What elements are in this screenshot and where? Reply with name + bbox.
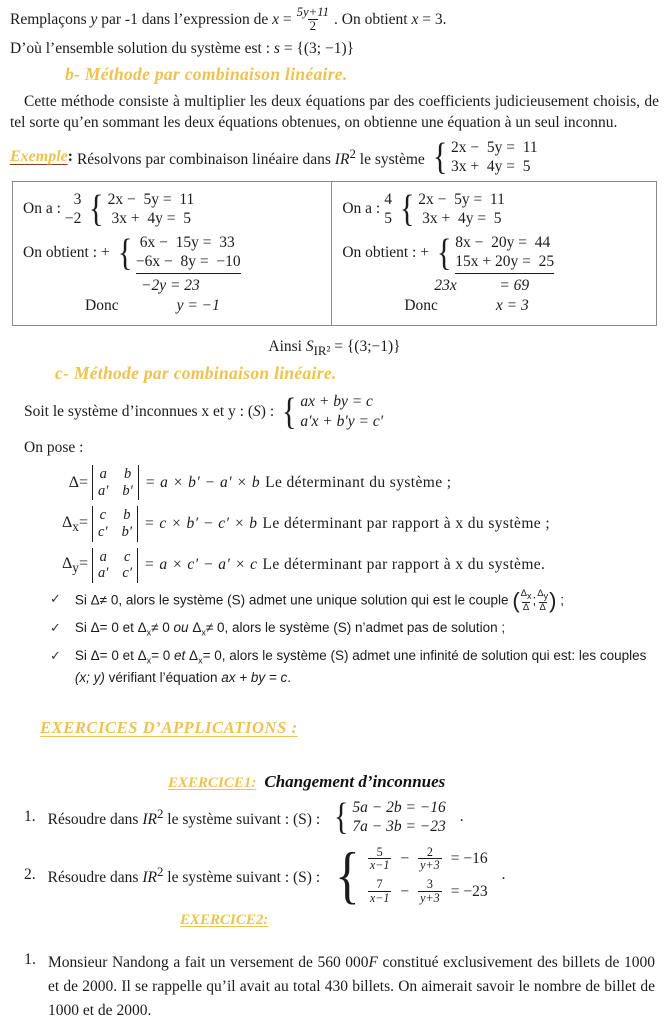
soit-line [24,392,659,431]
item-number: 2. [24,866,36,884]
exercise-item-2 [24,838,659,910]
fraction [368,878,392,904]
donc-label: Donc [85,297,119,315]
exercise-system [332,838,488,910]
exercices-applications-heading: EXERCICES D’APPLICATIONS : [40,718,298,737]
main-system [431,138,538,177]
rule-item [50,589,659,613]
equation [365,878,488,904]
rhs: = −23 [450,882,488,900]
sentence-end: . [459,808,464,826]
rule-text-post: ; [556,592,564,608]
method-paragraph: Cette méthode consiste à multiplier les deux équations par des coefficients judicieusement choisis, de tel sorte qu’en sommant les deux équations obtenues, on obtienne une équation à un seul inconnu. [10,92,659,132]
equation: 7a − 3b = −23 [352,818,446,836]
exercice1-title: Changement d’inconnues [264,772,446,791]
rule-text-pre: Si Δ≠ 0, alors le système (S) admet une unique solution qui est le couple [74,592,513,608]
multiplier: 3 [73,190,82,208]
system-equations [136,233,241,275]
matrix-cell: b [123,507,131,524]
equation: 2x − 5y = 11 [418,190,505,208]
determinant-formula: = a × c′ − a′ × c [144,556,258,574]
matrix-cell: c′ [122,565,133,582]
fraction-denominator: x−1 [369,890,390,905]
couple-separator: ; [532,592,537,608]
on-obtient-label: On obtient : + [23,244,110,262]
determinant-matrix [92,506,138,541]
summed-system [116,233,241,275]
couple-frac-num: $\Delta_y$ [537,588,549,602]
system [87,190,194,229]
intro-line-1-end: . On obtient x = 3. [334,10,447,28]
fraction-numerator: 5 [376,844,383,859]
conclusion-row [342,297,648,315]
equation [365,846,488,872]
exercise-system [332,798,446,837]
checkmark-icon: ✓ [50,591,61,607]
system-brace: { [432,136,448,179]
conclusion-row [23,297,323,315]
exemple-colon: : [67,148,73,166]
fraction-numerator: 2 [426,844,433,859]
multipliers [384,190,392,229]
worked-column-left [13,182,331,326]
couple-fraction-x [521,589,532,613]
summed-system [435,233,554,275]
equation: 5a − 2b = −16 [352,799,446,816]
operator: − [400,850,410,868]
fraction-numerator: 7 [376,877,383,892]
fraction-denominator: y+3 [420,890,440,905]
fraction-5y11-over-2 [295,6,331,34]
exemple-label: Exemple [10,148,68,166]
matrix-cell: a [99,548,107,565]
section-b-heading: b- Méthode par combinaison linéaire. [65,63,348,84]
conclusion-value: x = 3 [495,297,529,315]
system-brace: { [117,232,133,275]
exercise-item-1 [24,798,659,837]
equation: 2x − 5y = 11 [107,190,195,208]
exemple-line [10,138,659,177]
fraction-numerator: 3 [426,877,433,892]
ainsi-line: Ainsi $S_{IR^2}$ = {(3;−1)} [268,338,401,359]
on-a-row [342,190,648,229]
couple-fraction-y [537,589,548,613]
checkmark-icon: ✓ [50,647,61,663]
determinant-row [48,548,659,583]
system-equations [352,798,445,837]
checkmark-icon: ✓ [50,620,61,636]
intro-line-1 [10,6,659,34]
on-a-row [23,190,323,229]
couple-frac-num: $\Delta_x$ [520,588,532,602]
determinant-symbol: $\Delta_y=$ [62,554,88,576]
rule-item [50,646,659,688]
system-equations [455,233,554,275]
determinant-description: Le déterminant par rapport à x du système ; [262,515,551,533]
system-brace: { [89,188,104,230]
equation: ax + by = c [300,393,373,411]
equation: 3x + 4y = 5 [418,210,502,228]
on-obtient-label: On obtient : + [342,244,429,262]
equation: 3x + 4y = 5 [107,210,191,228]
matrix-cell: c [99,507,107,524]
on-a-label: On a : [342,200,381,218]
exercice2-problem [24,951,659,1023]
item-number: 1. [24,808,36,826]
fraction [418,846,442,872]
sentence-end: . [501,866,506,884]
problem-text: Monsieur Nandong a fait un versement de 560 000F constitué exclusivement des billets de 1000 et de 2000. Il se rappelle qu’il avait au total 430 billets. On aimerait savoir le nombre de billet de 1000 et de 2000. [48,953,655,1019]
system-brace: { [281,390,297,433]
fraction-numerator: 5y+11 [296,5,329,19]
determinant-matrix [92,465,139,500]
couple-frac-den: Δ [539,601,546,613]
matrix-cell: c [124,548,131,565]
fraction [418,878,442,904]
on-obtient-row [23,233,323,275]
matrix-cell: a′ [98,565,109,582]
determinant-formula: = c × b′ − c′ × b [144,515,258,533]
sum-result: 23x = 69 [434,277,530,295]
determinant-symbol: Δ= [68,473,88,491]
matrix-cell: b′ [122,482,133,499]
determinant-definitions [48,465,659,583]
rule-text [75,589,659,613]
rhs: = −16 [450,850,488,868]
on-obtient-row [342,233,648,275]
system-brace: { [399,188,415,230]
operator: − [400,882,410,900]
equation: 3x + 4y = 5 [451,158,531,176]
matrix-cell: c′ [98,524,108,541]
multiplier: −2 [64,210,82,228]
fraction-denominator: 2 [309,19,317,34]
multipliers [65,190,82,229]
system-equations [418,190,505,229]
open-paren: ( [512,588,520,614]
conclusion-value: y = −1 [176,297,220,315]
exercice1-heading [168,772,659,792]
equation: a′x + b′y = c′ [300,412,384,430]
donc-label: Donc [404,297,438,315]
exercice1-label: EXERCICE1: [168,775,257,791]
matrix-cell: b [124,466,132,483]
fraction-denominator: x−1 [369,858,390,873]
determinant-row [48,465,659,500]
on-a-label: On a : [23,200,61,218]
determinant-formula: = a × b′ − a′ × b [144,473,261,491]
soit-text: Soit le système d’inconnues x et y : (S) : [24,402,275,420]
intro-line-2: D’où l’ensemble solution du système est : s = {(3; −1)} [10,39,355,57]
system-brace: { [335,838,360,910]
intro-line-1-text: Remplaçons y par -1 dans l’expression de x = [10,10,292,28]
couple-frac-den: Δ [522,601,530,613]
matrix-cell: a [99,466,107,483]
section-c-heading: c- Méthode par combinaison linéaire. [55,363,337,384]
fraction-denominator: y+3 [420,858,440,873]
system-equations [300,392,383,431]
determinant-row [48,506,659,541]
system-equations [451,138,538,177]
multiplier: 4 [384,190,392,208]
system-brace: { [436,232,452,275]
worked-column-right [331,182,656,326]
matrix-cell: b′ [121,524,133,541]
system-brace: { [333,796,349,839]
exercice2-label: EXERCICE2: [180,911,269,928]
multiplier: 5 [384,210,392,228]
system [398,190,505,229]
determinant-description: Le déterminant par rapport à x du système. [262,556,546,574]
equation: 8x − 20y = 44 [455,233,551,251]
determinant-symbol: $\Delta_x=$ [62,513,88,534]
equation: −6x − 8y = −10 [135,252,241,270]
worked-example-table [12,181,657,327]
sum-result: −2y = 23 [141,277,200,295]
fraction [368,846,392,872]
item-number: 1. [24,950,36,968]
determinant-matrix [92,548,138,583]
determinant-description: Le déterminant du système ; [265,473,452,491]
rule-item [50,618,659,640]
equation: 6x − 15y = 33 [135,233,235,251]
rules-checklist [50,589,659,688]
rule-text: Si Δ= 0 et $\Delta_x= 0$ et $\Delta_x= 0$, alors le système (S) admet une infinité de solution qui est: les couples (x; y) vérifiant l’équation ax + by = c. [74,647,647,685]
matrix-cell: a′ [98,482,109,499]
system-equations [108,190,195,229]
item-text: Résoudre dans $IR^2$ le système suivant : (S) : [47,805,321,828]
rule-text: Si Δ= 0 et $\Delta_x\ne 0$ ou $\Delta_x\ne 0$, alors le système (S) n’admet pas de solution ; [74,620,506,639]
general-system [280,392,383,431]
equation: 2x − 5y = 11 [451,139,538,157]
exemple-text: Résolvons par combinaison linéaire dans $IR^2$ le système [76,145,425,168]
on-pose-label: On pose : [24,439,84,457]
item-text: Résoudre dans $IR^2$ le système suivant : (S) : [47,863,321,886]
close-paren: ) [549,588,557,614]
system-equations [365,843,488,908]
equation: 15x + 20y = 25 [455,252,555,270]
